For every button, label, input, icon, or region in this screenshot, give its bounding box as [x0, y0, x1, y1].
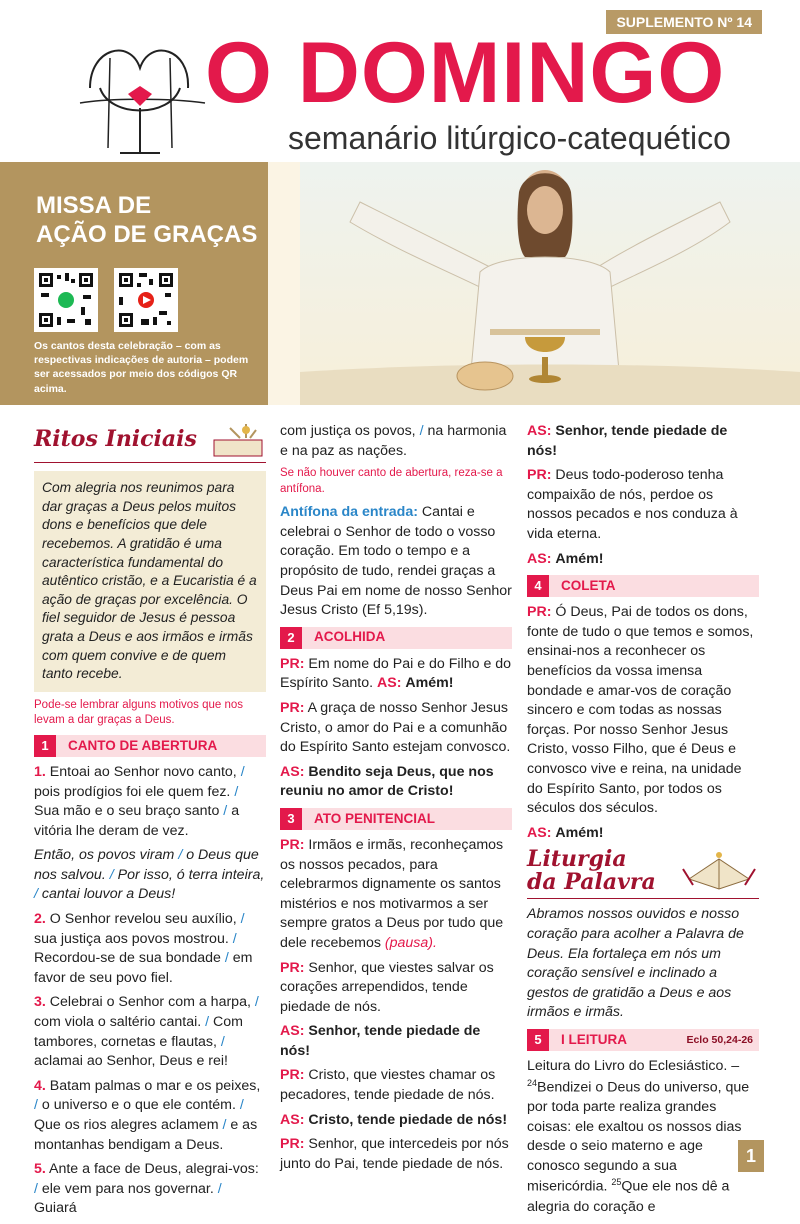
verse-5-continued: com justiça os povos, / na harmonia e na paz as nações.	[280, 423, 507, 459]
masthead	[0, 0, 800, 162]
assembly-amen-2: AS: Amém!	[527, 824, 604, 841]
bible-drawing-icon	[679, 849, 759, 893]
section-header-ato-penitencial: 3 ATO PENITENCIAL	[280, 808, 512, 830]
priest-absolution: PR: Deus todo-poderoso tenha compaixão de nós, perdoe os nossos pecados e nos conduza à vida eterna.	[527, 467, 738, 542]
liturgia-palavra-header	[527, 848, 759, 899]
verse-4: 4. Batam palmas o mar e os peixes, / o universo e o que ele contém. / Que os rios alegres aclamem / e as montanhas bendigam a Deus.	[34, 1077, 261, 1153]
intro-text-box: Com alegria nos reunimos para dar graças a Deus pelos muitos dons e benefícios que dele recebemos. A gratidão é uma característica fundamental do autêntico cristão, e a Eucaristia é a ação de graças por excelência. O fiel seguidor de Jesus é pessoa grata a Deus e aos irmãos e irmãs com quem convive e de quem tanto recebe.	[34, 471, 266, 692]
verse-3: 3. Celebrai o Senhor com a harpa, / com viola o saltério cantai. / Com tambores, cornetas e flautas, / aclamai ao Senhor, Deus e rei!	[34, 994, 259, 1070]
banner-info-panel	[0, 162, 268, 405]
verse-1: 1. Entoai ao Senhor novo canto, / pois prodígios foi ele quem fez. / Sua mão e o seu braço santo / a vitória lhe deram de vez.	[34, 763, 245, 839]
assembly-line-4: AS: Senhor, tende piedade de nós!	[280, 1023, 481, 1059]
section-header-i-leitura: 5 I LEITURA Eclo 50,24-26	[527, 1029, 759, 1051]
jesus-illustration-icon	[300, 162, 800, 405]
collect-prayer: PR: Ó Deus, Pai de todos os dons, fonte de tudo o que temos e somos, ensinai-nos a reconhecer os benefícios da vossa imensa bondade e amar-vos de coração sincero e com todas as nossas forças. Por nosso Senhor Jesus Cristo, vosso Filho, que é Deus e convosco vive e reina, na unidade do Espírito Santo, por todos os séculos dos séculos.	[527, 604, 754, 817]
column-3	[527, 422, 759, 1222]
priest-line-5: PR: Cristo, que viestes chamar os pecadores, tende piedade de nós.	[280, 1067, 496, 1104]
first-reading: Leitura do Livro do Eclesiástico. – $^{24}$Bendizei o Deus do universo, que por toda parte realiza grandes coisas: ele exaltou os nossos dias desde o seio materno e age conosco segundo a sua misericórdia. $^{25}$Que ele nos dê a alegria do coração e	[527, 1058, 750, 1215]
priest-line-3: PR: Irmãos e irmãs, reconheçamos os nossos pecados, para celebrarmos dignamente os santos mistérios e nos motivarmos a ser sempre gratos a Deus por tudo que dele recebemos (pausa).	[280, 836, 504, 951]
assembly-kyrie: AS: Senhor, tende piedade de nós!	[527, 423, 728, 459]
column-1	[34, 422, 266, 1224]
verse-5: 5. Ante a face de Deus, alegrai-vos: / ele vem para nos governar. / Guiará	[34, 1161, 259, 1217]
column-2	[280, 422, 512, 1179]
mass-heading: MISSA DE AÇÃO DE GRAÇAS	[36, 192, 258, 248]
qr-note: Os cantos desta celebração – com as respectivas indicações de autoria – podem ser acessados por meio dos códigos QR acima.	[34, 340, 249, 395]
priest-line-4: PR: Senhor, que viestes salvar os corações arrependidos, tende piedade de nós.	[280, 959, 494, 1015]
newspaper-title: O DOMINGO	[205, 25, 726, 121]
assembly-amen-1: AS: Amém!	[527, 550, 604, 567]
refrain: Então, os povos viram / o Deus que nos salvou. / Por isso, ó terra inteira, / cantai louvor a Deus!	[34, 847, 265, 903]
altar-drawing-icon	[210, 422, 266, 458]
priest-line-1: PR: Em nome do Pai e do Filho e do Espírito Santo. AS: Amém!	[280, 655, 512, 692]
newspaper-subtitle: semanário litúrgico-catequético	[288, 120, 731, 156]
spotify-qr-code-icon[interactable]	[34, 268, 98, 332]
chalice-logo-icon	[70, 28, 210, 158]
assembly-line-5: AS: Cristo, tende piedade de nós!	[280, 1111, 508, 1128]
hero-banner	[0, 162, 800, 405]
celebrant-note: Pode-se lembrar alguns motivos que nos levam a dar graças a Deus.	[34, 698, 244, 727]
antiphon-note: Se não houver canto de abertura, reza-se a antífona.	[280, 467, 503, 495]
entrance-antiphon: Antífona da entrada: Cantai e celebrai o Senhor de todo o vosso coração. Em todo o tempo e a propósito de tudo, rendei graças a Deus Pai em nome de nosso Senhor Jesus Cristo (Ef 5,19s).	[280, 504, 512, 619]
verse-2: 2. O Senhor revelou seu auxílio, / sua justiça aos povos mostrou. / Recordou-se de sua bondade / em favor de seu povo fiel.	[34, 911, 253, 986]
section-title-ritos-iniciais: Ritos Iniciais	[34, 426, 197, 453]
priest-line-2: PR: A graça de nosso Senhor Jesus Cristo, o amor do Pai e a comunhão do Espírito Santo estejam convosco.	[280, 699, 511, 756]
section-title-liturgia: Liturgia da Palavra	[527, 846, 656, 896]
liturgy-intro: Abramos nossos ouvidos e nosso coração para acolher a Palavra de Deus. Ela fortaleça em nós um coração sensível e inclinado a gestos de gratidão a Deus e aos irmãos e irmãs.	[527, 906, 744, 1021]
supplement-badge: SUPLEMENTO Nº 14	[606, 10, 762, 34]
assembly-line-2: AS: Bendito seja Deus, que nos reuniu no amor de Cristo!	[280, 763, 494, 800]
section-header-acolhida: 2 ACOLHIDA	[280, 627, 512, 649]
ritos-iniciais-header	[34, 422, 266, 463]
page-number: 1	[738, 1140, 764, 1172]
section-header-canto-abertura: 1 CANTO DE ABERTURA	[34, 735, 266, 757]
priest-line-6: PR: Senhor, que intercedeis por nós junto do Pai, tende piedade de nós.	[280, 1136, 509, 1172]
youtube-qr-code-icon[interactable]	[114, 268, 178, 332]
section-header-coleta: 4 COLETA	[527, 575, 759, 597]
